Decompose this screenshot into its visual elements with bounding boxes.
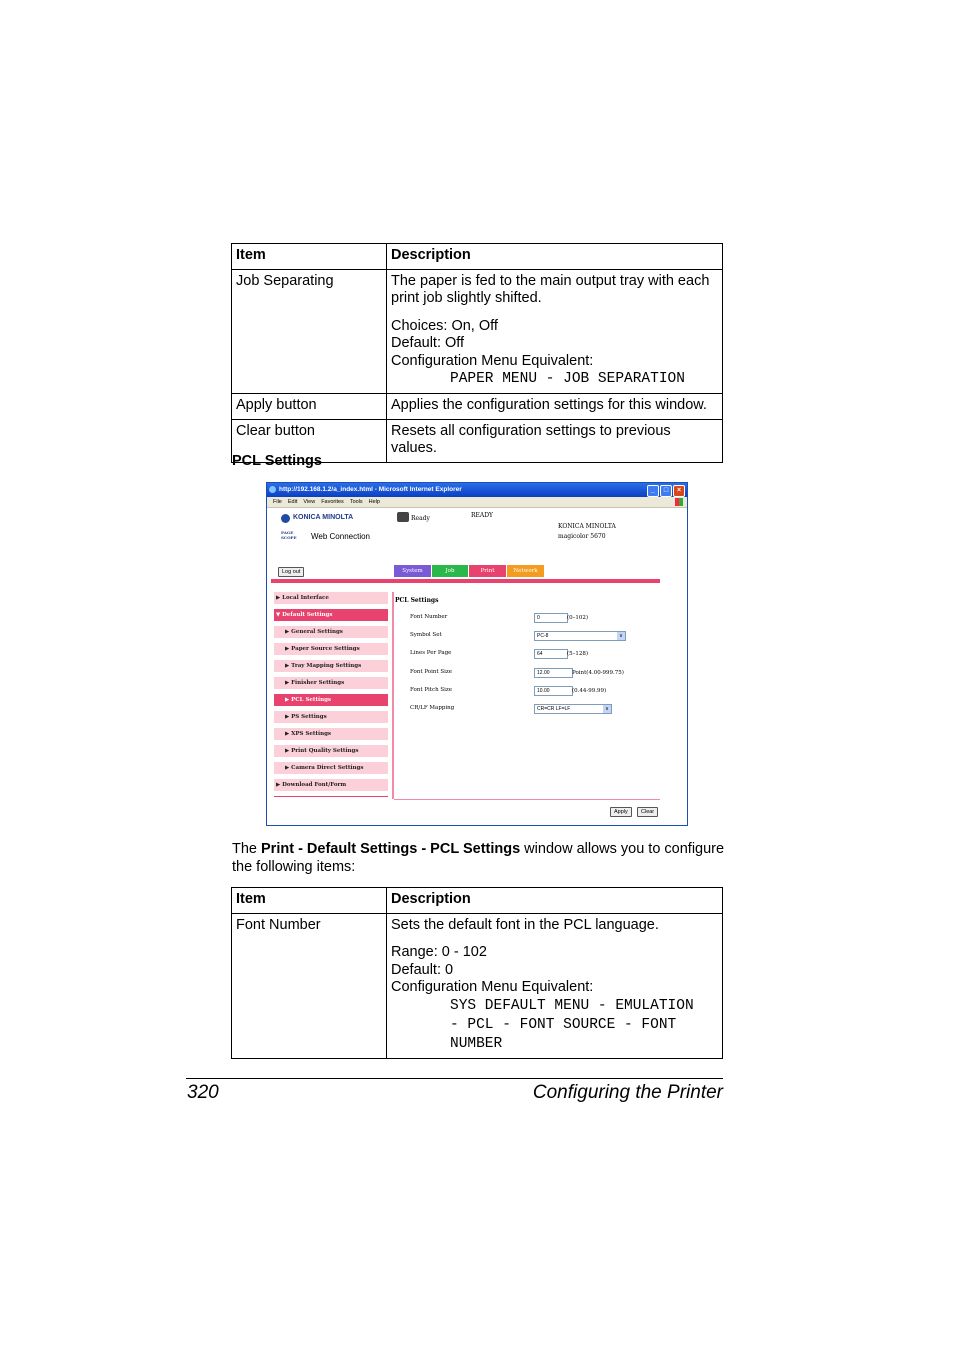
logout-button[interactable]: Log out — [278, 567, 304, 577]
menu-tools[interactable]: Tools — [349, 499, 363, 505]
nav-item[interactable]: ▶ Download Font/Form — [274, 779, 388, 791]
content-border — [394, 799, 660, 800]
field-range: Point(4.00-999.75) — [572, 670, 624, 676]
config-label: Configuration Menu Equivalent: — [391, 979, 594, 995]
item-cell: Font Number — [232, 913, 387, 1058]
field-input[interactable] — [534, 649, 568, 659]
description-text: The paper is fed to the main output tray with each print job slightly shifted. — [391, 272, 710, 306]
intro-paragraph — [232, 841, 727, 876]
field-label: Font Number — [410, 614, 448, 620]
table-row — [232, 913, 723, 1058]
nav-item[interactable]: ▶ Camera Direct Settings — [274, 762, 388, 774]
model-brand: KONICA MINOLTA — [558, 523, 616, 530]
footer-rule — [186, 1078, 723, 1079]
field-select[interactable] — [534, 704, 612, 714]
chevron-down-icon[interactable]: ∨ — [603, 705, 611, 713]
field-value: 0 — [537, 615, 540, 621]
items-table-bottom — [231, 887, 723, 1059]
nav-item[interactable]: ▶ Finisher Settings — [274, 677, 388, 689]
tab-job[interactable]: Job — [432, 565, 468, 577]
window-title: http://192.168.1.2/a_index.html - Microsoft Internet Explorer — [279, 486, 462, 493]
default-text: Default: 0 — [391, 961, 454, 978]
panel-title: PCL Settings — [395, 597, 439, 604]
field-label: CR/LF Mapping — [410, 705, 455, 711]
col-header-item: Item — [232, 888, 387, 914]
ie-icon — [269, 486, 276, 493]
config-label: Configuration Menu Equivalent: — [391, 352, 594, 369]
nav-item[interactable]: ▶ XPS Settings — [274, 728, 388, 740]
nav-bottom-line — [274, 796, 388, 797]
chapter-title: Configuring the Printer — [532, 1082, 723, 1103]
pagescope-logo: PAGE SCOPE — [281, 530, 297, 540]
field-range: (5–128) — [567, 651, 589, 657]
items-table-top — [231, 243, 723, 463]
menu-file[interactable]: File — [273, 499, 282, 505]
nav-item[interactable]: ▼ Default Settings — [274, 609, 388, 621]
nav-item[interactable]: ▶ PS Settings — [274, 711, 388, 723]
para-bold-path: Print - Default Settings - PCL Settings — [261, 841, 521, 857]
page-content — [267, 508, 687, 825]
nav-item[interactable]: ▶ PCL Settings — [274, 694, 388, 706]
page-number: 320 — [187, 1082, 219, 1103]
field-label: Font Point Size — [410, 669, 453, 675]
default-text: Default: Off — [391, 335, 465, 351]
tab-network[interactable]: Network — [507, 565, 544, 577]
field-input[interactable] — [534, 613, 568, 623]
field-value: 12.00 — [537, 670, 550, 676]
menu-view[interactable]: View — [303, 499, 316, 505]
table-row — [232, 269, 723, 394]
config-menu-path: SYS DEFAULT MENU - EMULATION — [450, 997, 694, 1014]
nav-item[interactable]: ▶ General Settings — [274, 626, 388, 638]
field-value: 10.00 — [537, 688, 550, 694]
field-range: (0–102) — [567, 615, 589, 621]
nav-divider-bar — [271, 579, 660, 583]
field-input[interactable] — [534, 668, 573, 678]
tab-print[interactable]: Print — [469, 565, 506, 577]
nav-item[interactable]: ▶ Paper Source Settings — [274, 643, 388, 655]
item-cell: Clear button — [232, 419, 387, 462]
tab-system[interactable]: System — [394, 565, 431, 577]
description-cell: Applies the configuration settings for this window. — [387, 394, 723, 420]
menu-bar — [267, 497, 687, 508]
description-cell: Resets all configuration settings to previous values. — [387, 419, 723, 462]
table-row — [232, 394, 723, 420]
nav-item[interactable]: ▶ Tray Mapping Settings — [274, 660, 388, 672]
description-cell — [387, 913, 723, 1058]
col-header-description: Description — [387, 888, 723, 914]
field-value: PC-8 — [537, 633, 549, 639]
description-text: Sets the default font in the PCL language. — [391, 916, 659, 933]
maximize-icon[interactable]: □ — [660, 485, 672, 497]
item-cell: Apply button — [232, 394, 387, 420]
field-value: 64 — [537, 651, 543, 657]
field-range: (0.44-99.99) — [572, 688, 607, 694]
apply-button[interactable]: Apply — [610, 807, 632, 817]
section-heading: PCL Settings — [232, 453, 322, 469]
config-menu-path: PAPER MENU - JOB SEPARATION — [450, 371, 685, 387]
konica-minolta-logo-icon — [281, 514, 290, 523]
brand-logo-text: KONICA MINOLTA — [293, 514, 354, 521]
menu-help[interactable]: Help — [368, 499, 380, 505]
web-connection-title: Web Connection — [311, 532, 370, 541]
status-text: READY — [471, 512, 494, 519]
nav-item[interactable]: ▶ Print Quality Settings — [274, 745, 388, 757]
field-label: Symbol Set — [410, 632, 442, 638]
col-header-item: Item — [232, 244, 387, 270]
description-cell — [387, 269, 723, 394]
window-titlebar — [267, 483, 687, 497]
field-value: CR=CR LF=LF — [537, 706, 571, 712]
windows-logo-icon — [675, 498, 683, 506]
menu-edit[interactable]: Edit — [287, 499, 298, 505]
browser-screenshot — [266, 482, 688, 826]
model-name: magicolor 5670 — [558, 533, 606, 540]
field-label: Font Pitch Size — [410, 687, 453, 693]
col-header-description: Description — [387, 244, 723, 270]
chevron-down-icon[interactable]: ∨ — [617, 632, 625, 640]
nav-item[interactable]: ▶ Local Interface — [274, 592, 388, 604]
clear-button[interactable]: Clear — [637, 807, 658, 817]
config-menu-path: NUMBER — [450, 1035, 503, 1052]
nav-border — [392, 592, 394, 799]
choices-text: Choices: On, Off — [391, 317, 498, 334]
printer-status-icon — [397, 512, 409, 522]
range-text: Range: 0 - 102 — [391, 944, 487, 960]
config-menu-path: - PCL - FONT SOURCE - FONT — [450, 1016, 677, 1033]
para-text: The — [232, 841, 262, 857]
field-label: Lines Per Page — [410, 650, 452, 656]
item-cell: Job Separating — [232, 269, 387, 394]
menu-favorites[interactable]: Favorites — [321, 499, 344, 505]
minimize-icon[interactable]: _ — [647, 485, 659, 497]
para-text: window allows you to configure the following items: — [232, 841, 725, 875]
close-icon[interactable]: × — [673, 485, 685, 497]
field-input[interactable] — [534, 686, 573, 696]
field-select[interactable] — [534, 631, 626, 641]
status-icon-label: Ready — [411, 515, 430, 522]
